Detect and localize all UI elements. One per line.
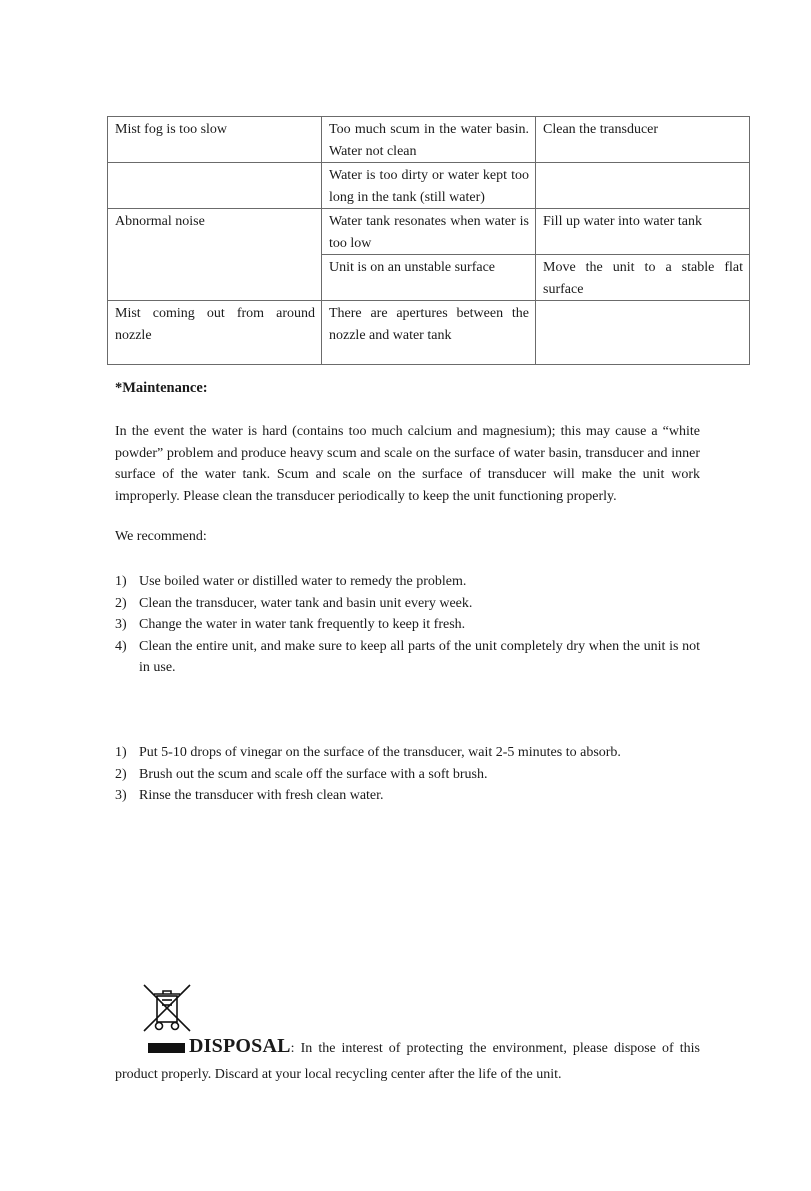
maintenance-heading: *Maintenance: bbox=[115, 380, 208, 396]
table-row bbox=[108, 163, 750, 209]
disposal-text: DISPOSAL: In the interest of protecting the environment, please dispose of this bbox=[189, 1035, 700, 1057]
list-item: 2) Clean the transducer, water tank and basin unit every week. bbox=[115, 595, 473, 611]
problem-cell bbox=[108, 163, 322, 209]
crossed-out-wheelie-bin-icon bbox=[141, 982, 193, 1034]
problem-cell: Mist coming out from around nozzle bbox=[108, 301, 322, 365]
recommendation-list bbox=[115, 571, 700, 679]
solution-cell bbox=[536, 163, 750, 209]
solution-cell: Fill up water into water tank bbox=[536, 209, 750, 255]
table-row bbox=[108, 255, 750, 301]
troubleshooting-table bbox=[107, 116, 750, 365]
disposal-bar bbox=[148, 1043, 185, 1053]
problem-cell: Mist fog is too slow bbox=[108, 117, 322, 163]
list-item: 1) Use boiled water or distilled water to remedy the problem. bbox=[115, 574, 467, 589]
list-item: 4) Clean the entire unit, and make sure to keep all parts of the unit completely dry when the unit is not in use. bbox=[115, 638, 700, 675]
cause-cell: Water tank resonates when water is too low bbox=[322, 209, 536, 255]
solution-cell bbox=[536, 301, 750, 365]
list-item: 2) Brush out the scum and scale off the surface with a soft brush. bbox=[115, 766, 488, 782]
cause-cell: Too much scum in the water basin. Water not clean bbox=[322, 117, 536, 163]
table-row bbox=[108, 209, 750, 255]
list-item: 3) Change the water in water tank frequently to keep it fresh. bbox=[115, 617, 466, 632]
problem-cell bbox=[108, 255, 322, 301]
solution-cell: Move the unit to a stable flat surface bbox=[536, 255, 750, 301]
table-row bbox=[108, 301, 750, 365]
list-item: 3) Rinse the transducer with fresh clean water. bbox=[115, 788, 384, 803]
disposal-text-continued: product properly. Discard at your local recycling center after the life of the unit. bbox=[115, 1067, 562, 1082]
cause-cell: Water is too dirty or water kept too long in the tank (still water) bbox=[322, 163, 536, 209]
recommend-label: We recommend: bbox=[115, 529, 207, 544]
table-row bbox=[108, 117, 750, 163]
list-item: 1) Put 5-10 drops of vinegar on the surface of the transducer, wait 2-5 minutes to absorb. bbox=[115, 745, 621, 760]
cause-cell: Unit is on an unstable surface bbox=[322, 255, 536, 301]
disposal-title: DISPOSAL bbox=[189, 1035, 291, 1057]
maintenance-intro: In the event the water is hard (contains too much calcium and magnesium); this may cause a “white powder” problem and produce heavy scum and scale on the surface of water basin, transducer and inner surface of the water tank. Scum and scale on the surface of transducer will make the unit work improperly. Please clean the transducer periodically to keep the unit functioning properly. bbox=[115, 424, 700, 504]
cleaning-steps-list bbox=[115, 742, 700, 807]
solution-cell: Clean the transducer bbox=[536, 117, 750, 163]
cause-cell: There are apertures between the nozzle and water tank bbox=[322, 301, 536, 365]
problem-cell: Abnormal noise bbox=[108, 209, 322, 255]
